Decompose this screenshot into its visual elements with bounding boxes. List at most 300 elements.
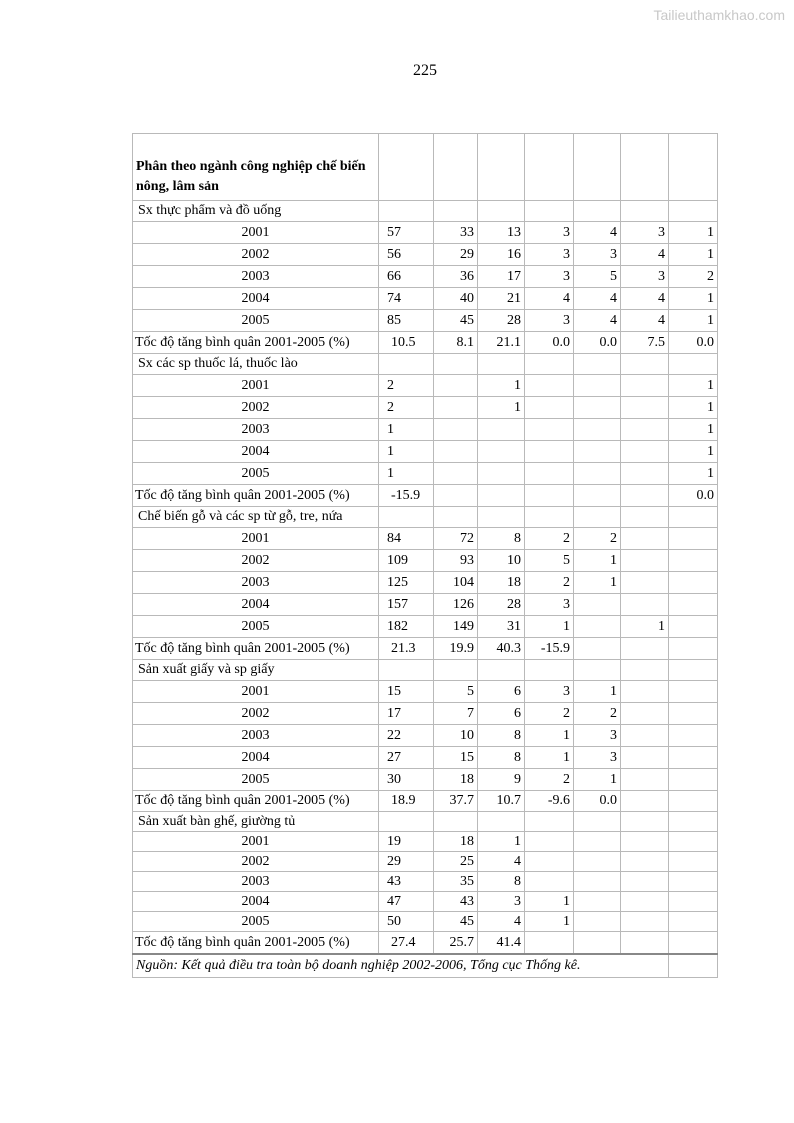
table-cell: [574, 638, 621, 660]
group-row: [133, 660, 718, 681]
table-cell: 3: [525, 681, 574, 703]
group-row: [133, 507, 718, 528]
table-cell: [669, 725, 718, 747]
average-row: [133, 791, 718, 812]
table-cell: 1: [574, 550, 621, 572]
table-cell: 157: [379, 594, 434, 616]
year-row: [133, 594, 718, 616]
year-row: [133, 288, 718, 310]
table-cell: [621, 872, 669, 892]
table-cell: 28: [478, 594, 525, 616]
table-cell: [525, 812, 574, 832]
table-cell: 1: [669, 310, 718, 332]
year-row: [133, 441, 718, 463]
table-cell: 21.1: [478, 332, 525, 354]
table-cell: [621, 201, 669, 222]
table-cell: 3: [621, 266, 669, 288]
statistics-table: [132, 133, 718, 978]
group-row: [133, 354, 718, 375]
table-cell: [621, 397, 669, 419]
table-cell: 25: [434, 852, 478, 872]
table-cell: [621, 912, 669, 932]
table-cell: [669, 550, 718, 572]
table-cell: [621, 791, 669, 812]
table-cell: 126: [434, 594, 478, 616]
year-row-label: 2005: [133, 310, 379, 332]
table-cell: [621, 463, 669, 485]
header-label: Phân theo ngành công nghiệp chế biến nông, lâm sản: [133, 134, 379, 201]
table-cell: 47: [379, 892, 434, 912]
table-cell: [574, 892, 621, 912]
year-row-label: 2002: [133, 550, 379, 572]
year-row-label: 2004: [133, 892, 379, 912]
year-row-label: 2005: [133, 912, 379, 932]
table-cell: [478, 201, 525, 222]
table-cell: [525, 852, 574, 872]
table-cell: 19: [379, 832, 434, 852]
year-row: [133, 266, 718, 288]
table-cell: 4: [621, 244, 669, 266]
table-cell: 4: [478, 852, 525, 872]
table-cell: [574, 397, 621, 419]
table-cell: [574, 419, 621, 441]
table-cell: 0.0: [574, 791, 621, 812]
table-cell: 28: [478, 310, 525, 332]
table-cell: 3: [525, 310, 574, 332]
table-cell: 1: [478, 397, 525, 419]
header-col: [434, 134, 478, 201]
table-cell: [434, 507, 478, 528]
table-cell: 27: [379, 747, 434, 769]
table-cell: [478, 419, 525, 441]
table-cell: [621, 660, 669, 681]
table-cell: [621, 769, 669, 791]
header-col: [379, 134, 434, 201]
year-row-label: 2005: [133, 616, 379, 638]
table-cell: [669, 769, 718, 791]
table-cell: [574, 375, 621, 397]
table-cell: [525, 872, 574, 892]
table-cell: 1: [525, 747, 574, 769]
table-cell: 0.0: [669, 485, 718, 507]
group-row-label: Sản xuất giấy và sp giấy: [133, 660, 379, 681]
table-cell: [621, 832, 669, 852]
average-row-label: Tốc độ tăng bình quân 2001-2005 (%): [133, 791, 379, 812]
table-cell: 4: [574, 222, 621, 244]
table-cell: [525, 354, 574, 375]
table-cell: [669, 703, 718, 725]
year-row: [133, 397, 718, 419]
year-row-label: 2005: [133, 769, 379, 791]
table-cell: [478, 441, 525, 463]
table-cell: 2: [525, 572, 574, 594]
table-cell: [621, 441, 669, 463]
table-cell: 43: [379, 872, 434, 892]
table-cell: 66: [379, 266, 434, 288]
year-row-label: 2001: [133, 528, 379, 550]
table-cell: [621, 507, 669, 528]
table-cell: 13: [478, 222, 525, 244]
table-cell: [621, 594, 669, 616]
year-row: [133, 310, 718, 332]
table-cell: [379, 201, 434, 222]
table-cell: 29: [379, 852, 434, 872]
year-row-label: 2001: [133, 375, 379, 397]
header-col: [525, 134, 574, 201]
group-row-label: Chế biến gỗ và các sp từ gỗ, tre, nứa: [133, 507, 379, 528]
table-cell: 149: [434, 616, 478, 638]
table-cell: 40.3: [478, 638, 525, 660]
year-row-label: 2003: [133, 572, 379, 594]
year-row-label: 2004: [133, 594, 379, 616]
year-row-label: 2004: [133, 288, 379, 310]
table-cell: 5: [434, 681, 478, 703]
table-cell: 33: [434, 222, 478, 244]
table-cell: [621, 892, 669, 912]
table-cell: 3: [574, 244, 621, 266]
table-cell: [379, 660, 434, 681]
table-cell: 37.7: [434, 791, 478, 812]
source-note-row: [133, 954, 718, 978]
table-cell: 182: [379, 616, 434, 638]
table-cell: 4: [478, 912, 525, 932]
table-cell: 2: [574, 703, 621, 725]
table-cell: [669, 932, 718, 955]
table-cell: [525, 419, 574, 441]
table-cell: [574, 616, 621, 638]
average-row-label: Tốc độ tăng bình quân 2001-2005 (%): [133, 485, 379, 507]
table-cell: [434, 201, 478, 222]
table-cell: 29: [434, 244, 478, 266]
table-cell: 85: [379, 310, 434, 332]
group-row-label: Sản xuất bàn ghế, giường tủ: [133, 812, 379, 832]
table-cell: [574, 812, 621, 832]
table-cell: 18: [478, 572, 525, 594]
table-cell: [525, 375, 574, 397]
table-cell: 2: [574, 528, 621, 550]
table-cell: [379, 354, 434, 375]
table-cell: 10.7: [478, 791, 525, 812]
average-row-label: Tốc độ tăng bình quân 2001-2005 (%): [133, 932, 379, 955]
table-cell: 21: [478, 288, 525, 310]
table-cell: 7: [434, 703, 478, 725]
header-col: [574, 134, 621, 201]
table-cell: [669, 638, 718, 660]
table-cell: [669, 594, 718, 616]
table-cell: 56: [379, 244, 434, 266]
table-cell: 3: [574, 725, 621, 747]
table-cell: 17: [478, 266, 525, 288]
table-cell: 30: [379, 769, 434, 791]
year-row-label: 2004: [133, 747, 379, 769]
table-cell: [478, 354, 525, 375]
table-cell: 21.3: [379, 638, 434, 660]
table-cell: 4: [574, 310, 621, 332]
table-cell: [621, 681, 669, 703]
average-row: [133, 932, 718, 955]
table-cell: [574, 932, 621, 955]
table-cell: [574, 872, 621, 892]
table-cell: [525, 660, 574, 681]
table-cell: 3: [525, 594, 574, 616]
year-row: [133, 703, 718, 725]
table-cell: [669, 507, 718, 528]
table-cell: 4: [525, 288, 574, 310]
year-row: [133, 375, 718, 397]
group-row-label: Sx thực phẩm và đồ uống: [133, 201, 379, 222]
table-cell: [379, 507, 434, 528]
table-cell: 41.4: [478, 932, 525, 955]
average-row: [133, 485, 718, 507]
table-cell: [478, 660, 525, 681]
table-cell: [434, 660, 478, 681]
group-row-label: Sx các sp thuốc lá, thuốc lào: [133, 354, 379, 375]
header-col: [478, 134, 525, 201]
table-cell: [434, 354, 478, 375]
table-cell: 1: [379, 419, 434, 441]
table-cell: 40: [434, 288, 478, 310]
table-cell: [525, 507, 574, 528]
table-cell: 84: [379, 528, 434, 550]
table-cell: 1: [525, 892, 574, 912]
table-cell: [669, 572, 718, 594]
table-cell: 125: [379, 572, 434, 594]
table-cell: 2: [379, 375, 434, 397]
watermark: Tailieuthamkhao.com: [653, 7, 785, 23]
table-cell: 2: [525, 528, 574, 550]
year-row-label: 2002: [133, 244, 379, 266]
table-cell: [669, 616, 718, 638]
table-cell: [621, 485, 669, 507]
table-cell: [574, 441, 621, 463]
table-cell: [525, 201, 574, 222]
table-cell: [621, 725, 669, 747]
table-cell: 93: [434, 550, 478, 572]
table-cell: 50: [379, 912, 434, 932]
table-cell: 3: [478, 892, 525, 912]
table-cell: [434, 375, 478, 397]
table-cell: 9: [478, 769, 525, 791]
table-cell: 5: [574, 266, 621, 288]
table-cell: 31: [478, 616, 525, 638]
table-cell: 2: [525, 769, 574, 791]
table-cell: 2: [379, 397, 434, 419]
table-cell: 1: [621, 616, 669, 638]
table-cell: 36: [434, 266, 478, 288]
table-cell: [574, 594, 621, 616]
table-cell: 2: [525, 703, 574, 725]
table-cell: [478, 485, 525, 507]
table-cell: 3: [525, 222, 574, 244]
table-cell: 1: [525, 616, 574, 638]
table-cell: [621, 852, 669, 872]
table-cell: 3: [525, 266, 574, 288]
table-cell: [669, 201, 718, 222]
table-cell: [379, 812, 434, 832]
table-cell: 1: [574, 572, 621, 594]
table-cell: [574, 660, 621, 681]
table-cell: 0.0: [525, 332, 574, 354]
year-row-label: 2003: [133, 725, 379, 747]
table-cell: [669, 954, 718, 978]
year-row-label: 2001: [133, 222, 379, 244]
average-row-label: Tốc độ tăng bình quân 2001-2005 (%): [133, 638, 379, 660]
table-cell: 7.5: [621, 332, 669, 354]
table-cell: 0.0: [669, 332, 718, 354]
table-cell: [434, 419, 478, 441]
table-cell: [525, 485, 574, 507]
year-row: [133, 725, 718, 747]
table-cell: 8: [478, 747, 525, 769]
table-cell: 1: [574, 769, 621, 791]
year-row-label: 2003: [133, 266, 379, 288]
year-row-label: 2002: [133, 397, 379, 419]
year-row: [133, 572, 718, 594]
year-row: [133, 550, 718, 572]
table-cell: [574, 354, 621, 375]
table-cell: [621, 747, 669, 769]
table-cell: [621, 703, 669, 725]
year-row-label: 2001: [133, 681, 379, 703]
table-cell: 1: [525, 725, 574, 747]
page-number: 225: [413, 62, 437, 79]
table-cell: [669, 354, 718, 375]
table-cell: 0.0: [574, 332, 621, 354]
year-row: [133, 892, 718, 912]
table-cell: 22: [379, 725, 434, 747]
table-cell: [525, 441, 574, 463]
table-cell: 15: [434, 747, 478, 769]
year-row-label: 2004: [133, 441, 379, 463]
table-cell: [669, 660, 718, 681]
table-cell: [669, 832, 718, 852]
table-cell: 10: [478, 550, 525, 572]
table-cell: 45: [434, 310, 478, 332]
table-cell: [669, 528, 718, 550]
header-row: [133, 134, 718, 201]
table-cell: [574, 852, 621, 872]
table-cell: [574, 507, 621, 528]
table-cell: 45: [434, 912, 478, 932]
table-cell: [669, 892, 718, 912]
table-cell: [478, 507, 525, 528]
table-cell: 15: [379, 681, 434, 703]
group-row: [133, 201, 718, 222]
year-row-label: 2003: [133, 419, 379, 441]
table-cell: [621, 528, 669, 550]
table-cell: 1: [669, 397, 718, 419]
table-cell: 3: [574, 747, 621, 769]
table-cell: [669, 912, 718, 932]
table-cell: 27.4: [379, 932, 434, 955]
year-row: [133, 681, 718, 703]
table-cell: [574, 485, 621, 507]
year-row-label: 2002: [133, 703, 379, 725]
table-cell: [434, 812, 478, 832]
table-cell: 25.7: [434, 932, 478, 955]
table-cell: 1: [669, 441, 718, 463]
table-cell: 1: [669, 463, 718, 485]
table-cell: 1: [379, 441, 434, 463]
table-cell: [669, 812, 718, 832]
table-cell: 104: [434, 572, 478, 594]
table-cell: 4: [621, 310, 669, 332]
year-row: [133, 872, 718, 892]
table-cell: 1: [669, 419, 718, 441]
year-row: [133, 769, 718, 791]
table-cell: [621, 375, 669, 397]
table-cell: [669, 747, 718, 769]
table-cell: 1: [669, 375, 718, 397]
group-row: [133, 812, 718, 832]
table-cell: [525, 832, 574, 852]
table-cell: [574, 832, 621, 852]
table-cell: -15.9: [525, 638, 574, 660]
table-cell: 1: [478, 832, 525, 852]
table-cell: 1: [525, 912, 574, 932]
table-cell: 8.1: [434, 332, 478, 354]
table-cell: 43: [434, 892, 478, 912]
table-cell: [525, 463, 574, 485]
table-cell: -15.9: [379, 485, 434, 507]
header-col: [621, 134, 669, 201]
table-cell: 1: [478, 375, 525, 397]
table-cell: 17: [379, 703, 434, 725]
table-cell: [525, 397, 574, 419]
year-row: [133, 852, 718, 872]
table-cell: [434, 397, 478, 419]
year-row-label: 2005: [133, 463, 379, 485]
table-cell: [478, 463, 525, 485]
header-col: [669, 134, 718, 201]
table-cell: 16: [478, 244, 525, 266]
table-cell: [478, 812, 525, 832]
table-cell: 109: [379, 550, 434, 572]
average-row: [133, 332, 718, 354]
table-cell: 4: [574, 288, 621, 310]
table-cell: [574, 912, 621, 932]
table-cell: 1: [669, 222, 718, 244]
table-cell: 2: [669, 266, 718, 288]
table-cell: [621, 812, 669, 832]
table-cell: 8: [478, 872, 525, 892]
table-cell: [574, 201, 621, 222]
year-row-label: 2002: [133, 852, 379, 872]
table-cell: [434, 441, 478, 463]
table-cell: [621, 419, 669, 441]
year-row: [133, 912, 718, 932]
table-cell: 1: [669, 288, 718, 310]
table-cell: [621, 932, 669, 955]
table-cell: 74: [379, 288, 434, 310]
year-row-label: 2003: [133, 872, 379, 892]
source-note: Nguồn: Kết quả điều tra toàn bộ doanh nghiệp 2002-2006, Tổng cục Thống kê.: [133, 954, 669, 978]
table-cell: [434, 463, 478, 485]
average-row: [133, 638, 718, 660]
table-cell: 6: [478, 681, 525, 703]
table-cell: 4: [621, 288, 669, 310]
table-cell: 19.9: [434, 638, 478, 660]
table-cell: 1: [669, 244, 718, 266]
table-cell: 18: [434, 832, 478, 852]
year-row: [133, 222, 718, 244]
table-cell: 3: [621, 222, 669, 244]
average-row-label: Tốc độ tăng bình quân 2001-2005 (%): [133, 332, 379, 354]
year-row: [133, 463, 718, 485]
table-cell: [621, 638, 669, 660]
table-cell: [669, 791, 718, 812]
table-cell: [621, 550, 669, 572]
